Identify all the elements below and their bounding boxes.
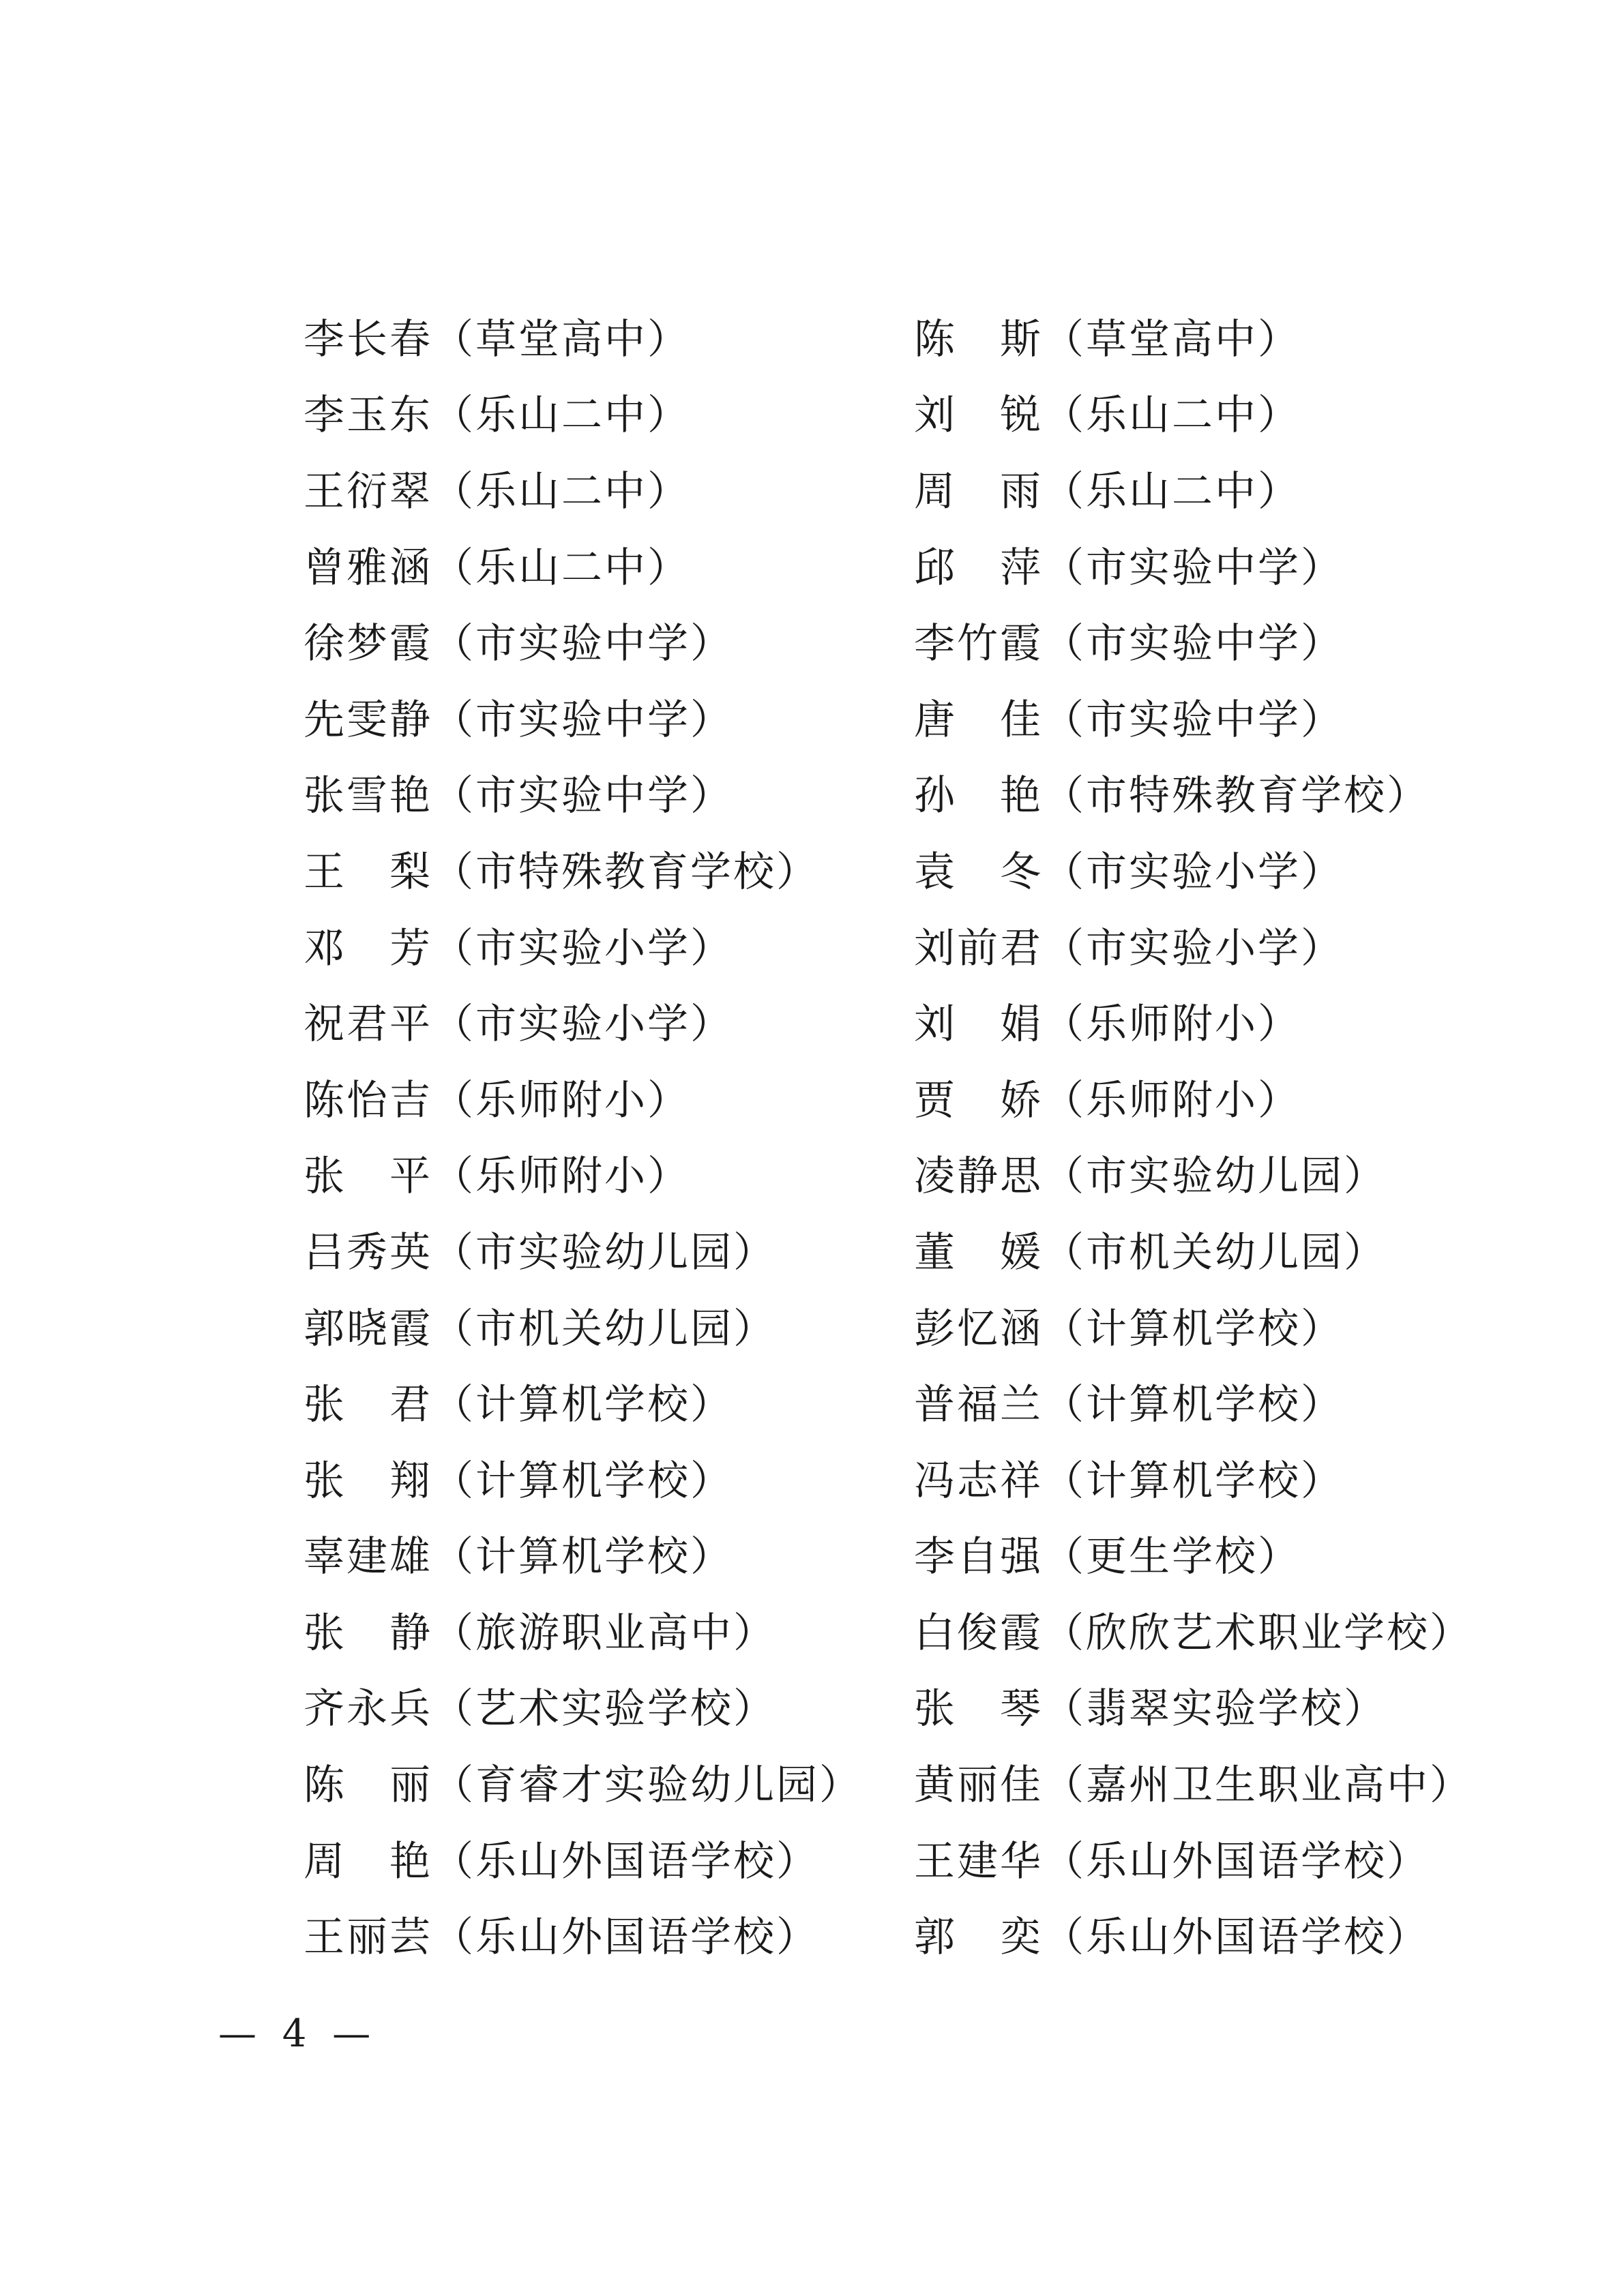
list-entry: 袁 冬（市实验小学） — [914, 848, 1344, 896]
list-row — [304, 301, 1504, 378]
list-entry: 郭晓霞（市机关幼儿园） — [304, 1304, 776, 1353]
list-row — [304, 910, 1504, 987]
list-row — [304, 682, 1504, 758]
list-row — [304, 1671, 1504, 1748]
list-row — [304, 834, 1504, 910]
list-entry: 黄丽佳（嘉州卫生职业高中） — [914, 1761, 1473, 1810]
list-entry: 齐永兵（艺术实验学校） — [304, 1685, 776, 1733]
list-entry: 徐梦霞（市实验中学） — [304, 620, 733, 668]
list-entry: 李竹霞（市实验中学） — [914, 620, 1344, 668]
list-row — [304, 1899, 1504, 1976]
list-entry: 先雯静（市实验中学） — [304, 696, 733, 744]
list-entry: 普福兰（计算机学校） — [914, 1381, 1344, 1429]
list-row — [304, 1443, 1504, 1519]
list-entry: 李长春（草堂高中） — [304, 315, 690, 363]
list-entry: 凌静思（市实验幼儿园） — [914, 1152, 1387, 1201]
list-entry: 吕秀英（市实验幼儿园） — [304, 1228, 776, 1277]
list-row — [304, 378, 1504, 454]
name-list — [304, 301, 1504, 1976]
list-entry: 张雪艳（市实验中学） — [304, 772, 733, 820]
list-entry: 周 艳（乐山外国语学校） — [304, 1837, 819, 1885]
list-entry: 郭 奕（乐山外国语学校） — [914, 1913, 1430, 1962]
list-row — [304, 986, 1504, 1062]
list-row — [304, 1062, 1504, 1139]
list-row — [304, 1595, 1504, 1671]
list-entry: 张 平（乐师附小） — [304, 1152, 690, 1201]
list-row — [304, 530, 1504, 606]
list-entry: 张 翔（计算机学校） — [304, 1457, 733, 1505]
list-entry: 陈怡吉（乐师附小） — [304, 1076, 690, 1124]
list-entry: 白俊霞（欣欣艺术职业学校） — [914, 1609, 1473, 1657]
list-entry: 唐 佳（市实验中学） — [914, 696, 1344, 744]
list-entry: 李自强（更生学校） — [914, 1533, 1301, 1581]
list-entry: 彭忆涵（计算机学校） — [914, 1304, 1344, 1353]
list-entry: 冯志祥（计算机学校） — [914, 1457, 1344, 1505]
list-row — [304, 1747, 1504, 1823]
list-row — [304, 1139, 1504, 1215]
list-row — [304, 606, 1504, 682]
list-entry: 陈 丽（育睿才实验幼儿园） — [304, 1761, 862, 1810]
list-row — [304, 1291, 1504, 1367]
list-entry: 祝君平（市实验小学） — [304, 1000, 733, 1049]
list-entry: 曾雅涵（乐山二中） — [304, 543, 690, 592]
list-row — [304, 1367, 1504, 1443]
list-entry: 辜建雄（计算机学校） — [304, 1533, 733, 1581]
list-entry: 刘 娟（乐师附小） — [914, 1000, 1301, 1049]
list-entry: 周 雨（乐山二中） — [914, 467, 1301, 516]
list-entry: 陈 斯（草堂高中） — [914, 315, 1301, 363]
list-entry: 董 媛（市机关幼儿园） — [914, 1228, 1387, 1277]
list-entry: 邓 芳（市实验小学） — [304, 924, 733, 972]
list-entry: 刘 锐（乐山二中） — [914, 391, 1301, 440]
list-row — [304, 1214, 1504, 1291]
list-entry: 张 静（旅游职业高中） — [304, 1609, 776, 1657]
list-entry: 王 梨（市特殊教育学校） — [304, 848, 819, 896]
list-entry: 王衍翠（乐山二中） — [304, 467, 690, 516]
list-row — [304, 1519, 1504, 1596]
list-entry: 孙 艳（市特殊教育学校） — [914, 772, 1430, 820]
list-entry: 张 君（计算机学校） — [304, 1381, 733, 1429]
list-row — [304, 1823, 1504, 1900]
list-entry: 邱 萍（市实验中学） — [914, 543, 1344, 592]
page-number: — 4 — — [218, 2012, 378, 2056]
list-entry: 李玉东（乐山二中） — [304, 391, 690, 440]
list-row — [304, 758, 1504, 835]
list-entry: 王建华（乐山外国语学校） — [914, 1837, 1430, 1885]
list-row — [304, 453, 1504, 530]
list-entry: 王丽芸（乐山外国语学校） — [304, 1913, 819, 1962]
list-entry: 张 琴（翡翠实验学校） — [914, 1685, 1387, 1733]
list-entry: 刘前君（市实验小学） — [914, 924, 1344, 972]
list-entry: 贾 娇（乐师附小） — [914, 1076, 1301, 1124]
